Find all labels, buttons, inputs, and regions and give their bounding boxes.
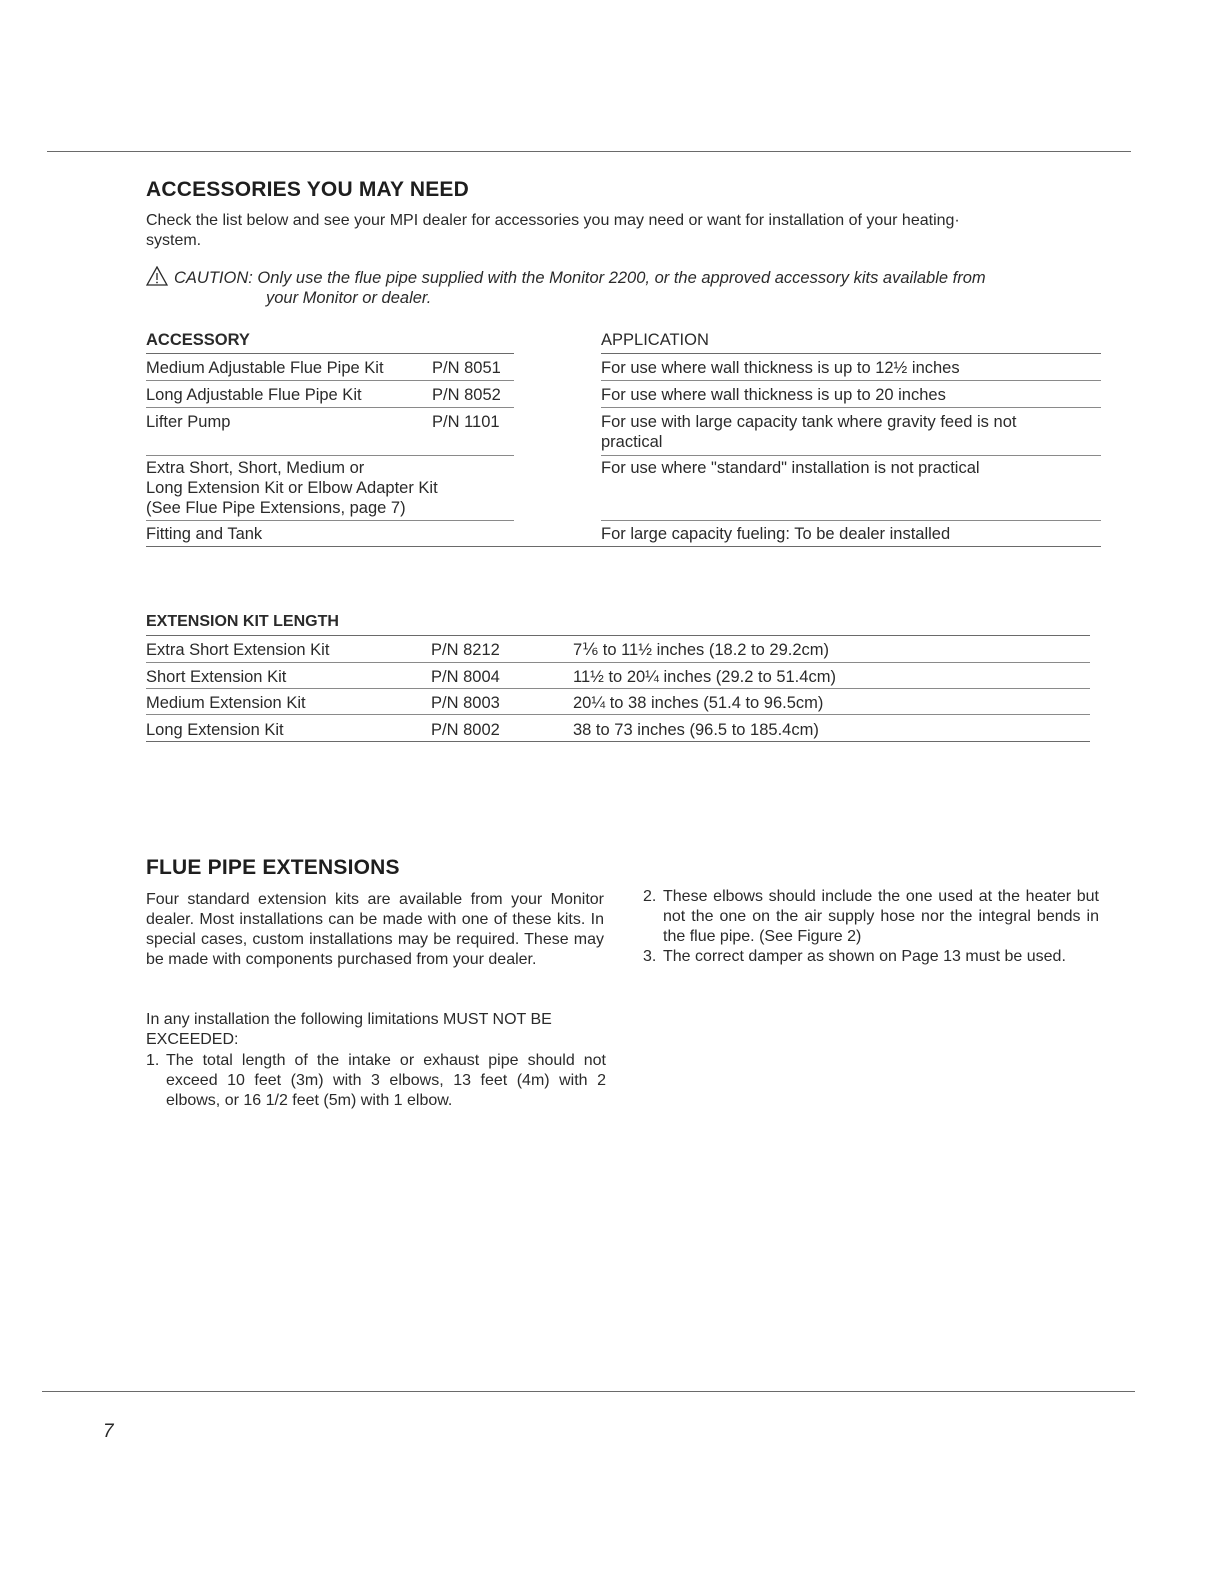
extension-row-2-length: 11½ to 20¼ inches (29.2 to 51.4cm): [573, 668, 836, 686]
flue-item-1: [146, 1051, 606, 1111]
extension-row-3-pn: P/N 8003: [431, 694, 500, 712]
accessory-row-3-rule-right: [601, 455, 1101, 456]
accessory-row-1-application: For use where wall thickness is up to 12½ inches: [601, 359, 960, 377]
accessories-intro: [146, 211, 1116, 251]
extension-row-1-rule: [146, 662, 1090, 663]
flue-item-3: [643, 947, 1099, 987]
bottom-rule: [42, 1391, 1135, 1392]
extension-row-3-name: Medium Extension Kit: [146, 694, 306, 712]
flue-item-3-text: The correct damper as shown on Page 13 must be used.: [663, 948, 1066, 965]
extension-row-4-length: 38 to 73 inches (96.5 to 185.4cm): [573, 721, 819, 739]
accessory-row-4-application: For use where "standard" installation is not practical: [601, 459, 980, 477]
accessory-row-4-name-line3: (See Flue Pipe Extensions, page 7): [146, 499, 406, 517]
caution-line1: CAUTION: Only use the flue pipe supplied with the Monitor 2200, or the approved accessory kits available from: [174, 269, 986, 287]
accessory-row-4-rule-right: [601, 520, 1101, 521]
application-header-rule: [601, 353, 1101, 354]
accessory-row-3-application-line1: For use with large capacity tank where gravity feed is not: [601, 413, 1017, 431]
extension-row-2-pn: P/N 8004: [431, 668, 500, 686]
extension-row-1-length: 7⅙ to 11½ inches (18.2 to 29.2cm): [573, 641, 829, 659]
extension-header-rule: [146, 635, 1090, 636]
accessory-row-1-rule-left: [146, 380, 514, 381]
accessory-header-rule: [146, 353, 514, 354]
accessory-row-3-application-line2: practical: [601, 433, 663, 451]
extension-row-2-rule: [146, 688, 1090, 689]
accessories-intro-line2: system.: [146, 232, 202, 249]
flue-paragraph-2: In any installation the following limitations MUST NOT BE EXCEEDED:: [146, 1011, 552, 1048]
accessory-table-bottom-rule: [146, 546, 1101, 547]
extension-row-1-pn: P/N 8212: [431, 641, 500, 659]
accessory-row-2-rule-left: [146, 407, 514, 408]
accessory-row-3-pn: P/N 1101: [432, 413, 500, 431]
flue-item-2-text: These elbows should include the one used at the heater but not the one on the air supply hose nor the integral bends in the flue pipe. (See Figure 2): [663, 888, 1099, 945]
accessory-row-5-application: For large capacity fueling: To be dealer installed: [601, 525, 951, 543]
extension-row-4-name: Long Extension Kit: [146, 721, 284, 739]
extension-row-1-name: Extra Short Extension Kit: [146, 641, 330, 659]
accessory-row-2-pn: P/N 8052: [432, 386, 501, 404]
extension-table-bottom-rule: [146, 741, 1090, 742]
flue-item-3-number: 3.: [643, 948, 657, 965]
accessory-row-3-name: Lifter Pump: [146, 413, 231, 431]
flue-item-1-number: 1.: [146, 1052, 160, 1069]
extension-row-3-rule: [146, 714, 1090, 715]
accessory-row-5-name: Fitting and Tank: [146, 525, 263, 543]
flue-item-2: [643, 887, 1099, 947]
accessory-row-2-application: For use where wall thickness is up to 20 inches: [601, 386, 946, 404]
accessory-row-1-rule-right: [601, 380, 1101, 381]
accessory-row-1-name: Medium Adjustable Flue Pipe Kit: [146, 359, 384, 377]
accessory-row-1-pn: P/N 8051: [432, 359, 501, 377]
accessories-intro-line1: Check the list below and see your MPI dealer for accessories you may need or want for installation of your heating·: [146, 212, 960, 229]
accessory-header: ACCESSORY: [146, 331, 250, 349]
flue-item-2-number: 2.: [643, 888, 657, 905]
top-rule: [47, 151, 1131, 152]
accessory-row-2-rule-right: [601, 407, 1101, 408]
extension-row-4-pn: P/N 8002: [431, 721, 500, 739]
accessories-title: ACCESSORIES YOU MAY NEED: [146, 178, 469, 201]
extension-kit-title: EXTENSION KIT LENGTH: [146, 613, 339, 630]
accessory-row-4-name-line2: Long Extension Kit or Elbow Adapter Kit: [146, 479, 438, 497]
application-header: APPLICATION: [601, 331, 709, 349]
extension-row-2-name: Short Extension Kit: [146, 668, 287, 686]
flue-paragraph-1: Four standard extension kits are available from your Monitor dealer. Most installations can be made with one of these kits. In special cases, custom installations may be required. These may be made with components purchased from your dealer.: [146, 891, 604, 968]
warning-icon: [146, 266, 168, 286]
flue-title: FLUE PIPE EXTENSIONS: [146, 856, 400, 879]
accessory-row-4-name-line1: Extra Short, Short, Medium or: [146, 459, 365, 477]
accessory-row-4-rule-left: [146, 520, 514, 521]
page-number: 7: [103, 1421, 114, 1442]
accessory-row-3-rule-left: [146, 455, 514, 456]
accessory-row-2-name: Long Adjustable Flue Pipe Kit: [146, 386, 362, 404]
flue-item-1-text: The total length of the intake or exhaust pipe should not exceed 10 feet (3m) with 3 elbows, 13 feet (4m) with 2 elbows, or 16 1/2 feet (5m) with 1 elbow.: [166, 1052, 606, 1109]
caution-line2: your Monitor or dealer.: [266, 289, 432, 307]
extension-row-3-length: 20¼ to 38 inches (51.4 to 96.5cm): [573, 694, 824, 712]
